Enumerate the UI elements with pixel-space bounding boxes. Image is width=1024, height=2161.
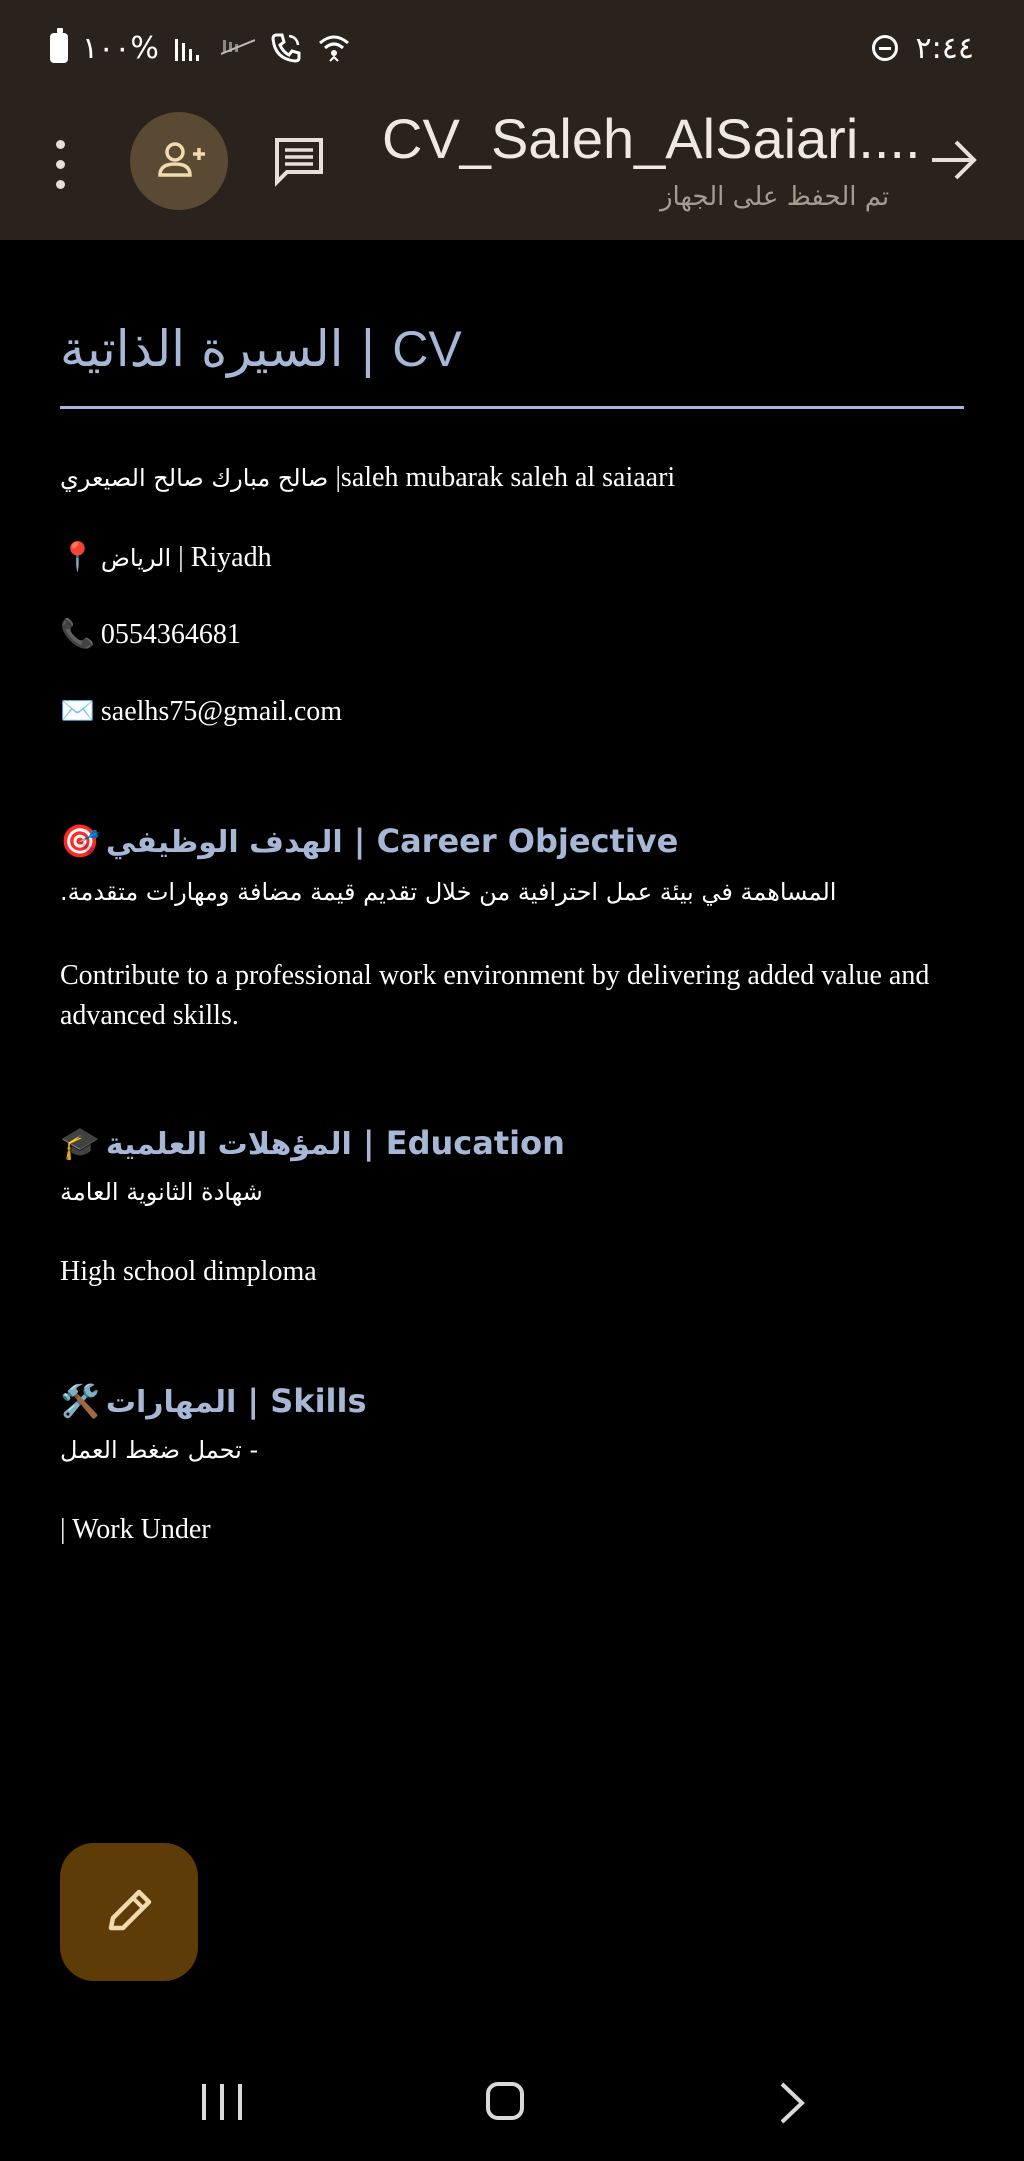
- location-en: Riyadh: [190, 542, 272, 573]
- education-heading[interactable]: [60, 1124, 565, 1162]
- skills-heading[interactable]: [60, 1382, 367, 1420]
- email-address: saelhs75@gmail.com: [100, 696, 343, 727]
- phone-icon: 📞: [60, 619, 95, 650]
- edit-button[interactable]: [60, 1843, 198, 1981]
- education-ar[interactable]: شهادة الثانوية العامة: [60, 1178, 263, 1206]
- education-heading-sep: |: [351, 1124, 386, 1162]
- phone-number: 0554364681: [100, 619, 241, 650]
- location-line[interactable]: [60, 540, 272, 574]
- objective-en[interactable]: Contribute to a professional work environment by delivering added value and advanced skills.: [60, 960, 930, 1031]
- page-title[interactable]: [60, 320, 462, 378]
- status-icons-group: [50, 28, 351, 68]
- name-line[interactable]: [60, 462, 675, 494]
- phone-line[interactable]: [60, 617, 241, 651]
- tools-icon: 🛠️: [60, 1382, 100, 1420]
- system-nav-bar: [0, 2060, 1024, 2161]
- target-icon: 🎯: [60, 822, 100, 860]
- objective-heading-en: Career Objective: [376, 822, 679, 860]
- education-en[interactable]: High school dimploma: [60, 1256, 317, 1287]
- wifi-icon: [317, 31, 351, 65]
- call-icon: [269, 31, 303, 65]
- skills-heading-sep: |: [236, 1382, 271, 1420]
- education-heading-ar: المؤهلات العلمية: [105, 1127, 352, 1162]
- title-en: CV: [392, 321, 462, 377]
- app-toolbar: [0, 100, 1024, 240]
- objective-heading-ar: الهدف الوظيفي: [105, 825, 343, 860]
- battery-percent: %١٠٠: [82, 30, 159, 66]
- battery-icon: [50, 33, 68, 63]
- skills-heading-ar: المهارات: [105, 1385, 237, 1420]
- recents-icon[interactable]: [200, 2082, 244, 2122]
- objective-heading-sep: |: [342, 822, 377, 860]
- comment-icon[interactable]: [272, 134, 326, 188]
- signal-off-icon: [221, 36, 255, 60]
- location-ar: الرياض: [100, 544, 172, 572]
- more-options-icon[interactable]: [48, 136, 72, 196]
- pin-icon: 📍: [60, 542, 95, 573]
- objective-heading[interactable]: [60, 822, 678, 860]
- add-person-icon: [130, 112, 228, 210]
- graduation-cap-icon: 🎓: [60, 1124, 100, 1162]
- skills-en[interactable]: | Work Under: [60, 1514, 211, 1545]
- signal-icon: [173, 33, 207, 63]
- forward-arrow-icon[interactable]: [928, 134, 980, 186]
- document-title: CV_Saleh_AlSaiari....: [382, 107, 921, 170]
- dnd-icon: [872, 35, 898, 61]
- envelope-icon: ✉️: [60, 696, 95, 727]
- edit-pencil-icon: [101, 1884, 157, 1940]
- skills-ar[interactable]: - تحمل ضغط العمل: [60, 1436, 259, 1464]
- location-sep: |: [171, 542, 191, 573]
- email-line[interactable]: [60, 694, 342, 728]
- name-en: saleh mubarak saleh al saiaari: [340, 462, 676, 493]
- title-sep: |: [343, 320, 393, 378]
- name-ar: صالح مبارك صالح الصيعري: [60, 464, 329, 492]
- share-button[interactable]: [130, 112, 228, 210]
- doc-title-row: [60, 320, 964, 409]
- clock-group: [872, 28, 974, 68]
- clock: ٢:٤٤: [915, 30, 974, 66]
- home-icon[interactable]: [486, 2082, 524, 2120]
- back-icon[interactable]: [778, 2080, 808, 2126]
- status-bar: [0, 0, 1024, 100]
- education-heading-en: Education: [385, 1124, 565, 1162]
- name-sep: |: [328, 462, 341, 493]
- title-ar: السيرة الذاتية: [60, 320, 344, 378]
- skills-heading-en: Skills: [270, 1382, 367, 1420]
- save-status: تم الحفظ على الجهاز: [660, 182, 890, 212]
- objective-ar[interactable]: المساهمة في بيئة عمل احترافية من خلال تقديم قيمة مضافة ومهارات متقدمة.: [60, 878, 837, 906]
